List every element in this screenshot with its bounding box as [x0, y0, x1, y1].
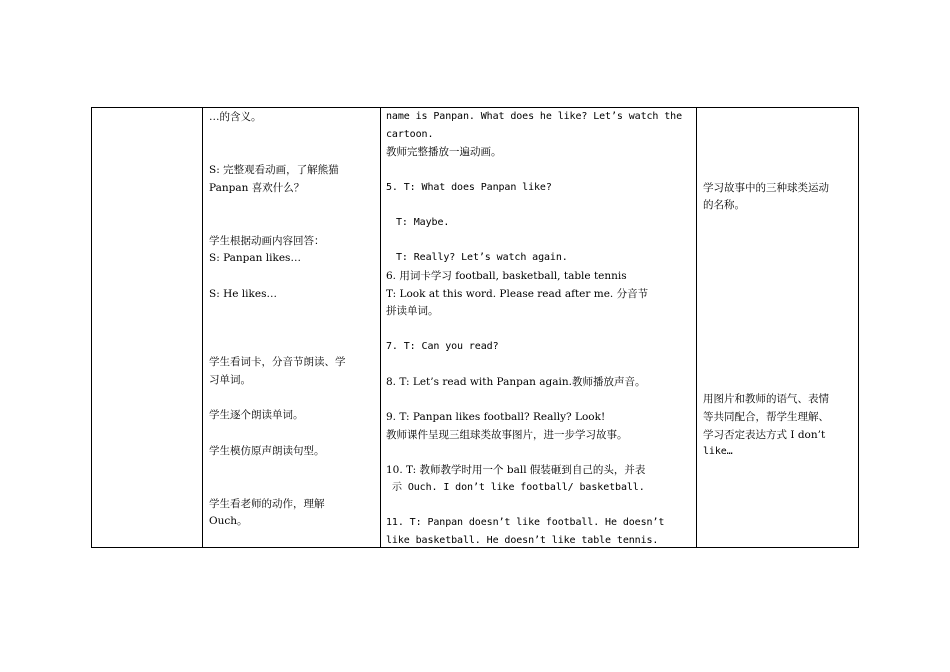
student-activity-line: 学生模仿原声朗读句型。 [209, 445, 325, 457]
student-activity-line: …的含义。 [209, 111, 262, 123]
student-activity-line: S: 完整观看动画，了解熊猫 [209, 164, 339, 176]
teacher-activity-line: like basketball. He doesn’t like table tennis. [386, 535, 659, 546]
teacher-activity-line: 8. T: Let’s read with Panpan again.教师播放声音。 [386, 376, 646, 388]
teacher-activity-line: T: Look at this word. Please read after me. 分音节 [386, 288, 649, 300]
teacher-activity-line: 9. T: Panpan likes football? Really? Look! [386, 411, 606, 423]
teacher-activity-line: 示 Ouch. I don’t like football/ basketball. [392, 482, 645, 493]
teacher-activity-line: 拼读单词。 [386, 305, 439, 317]
teacher-activity-line: T: Really? Let’s watch again. [396, 252, 568, 263]
student-activity-line: 学生看老师的动作，理解 [209, 498, 325, 510]
student-activity-line: 学生逐个朗读单词。 [209, 409, 304, 421]
teacher-activity-line: 7. T: Can you read? [386, 341, 499, 352]
column-student-activities [202, 108, 380, 547]
student-activity-line: 学生根据动画内容回答： [209, 235, 325, 247]
teacher-activity-line: 5. T: What does Panpan like? [386, 182, 552, 193]
design-intent-line: 用图片和教师的语气、表情 [703, 393, 829, 405]
teacher-activity-line: 10. T: 教师教学时用一个 ball 假装砸到自己的头，并表 [386, 464, 646, 476]
teacher-activity-line: cartoon. [386, 129, 434, 140]
student-activity-line: 习单词。 [209, 374, 251, 386]
column-teacher-activities [380, 108, 696, 547]
column-design-intent [696, 108, 858, 547]
lesson-plan-table [91, 107, 859, 548]
teacher-activity-line: T: Maybe. [396, 217, 450, 228]
teacher-activity-line: 6. 用词卡学习 football, basketball, table tennis [386, 270, 627, 282]
student-activity-line: S: He likes… [209, 288, 277, 300]
student-activity-line: Ouch。 [209, 515, 248, 527]
student-activity-line: S: Panpan likes… [209, 252, 301, 264]
student-activity-line: 学生看词卡，分音节朗读、学 [209, 356, 346, 368]
design-intent-line: 的名称。 [703, 199, 745, 211]
teacher-activity-line: 11. T: Panpan doesn’t like football. He doesn’t [386, 517, 665, 528]
teacher-activity-line: 教师课件呈现三组球类故事图片，进一步学习故事。 [386, 429, 628, 441]
student-activity-line: Panpan 喜欢什么？ [209, 182, 305, 194]
design-intent-line: 学习故事中的三种球类运动 [703, 182, 829, 194]
design-intent-line: like… [703, 446, 733, 457]
design-intent-line: 学习否定表达方式 I don’t [703, 429, 826, 441]
teacher-activity-line: name is Panpan. What does he like? Let’s watch the [386, 111, 683, 122]
design-intent-line: 等共同配合，帮学生理解、 [703, 411, 829, 423]
column-stage [92, 108, 202, 547]
teacher-activity-line: 教师完整播放一遍动画。 [386, 146, 502, 158]
